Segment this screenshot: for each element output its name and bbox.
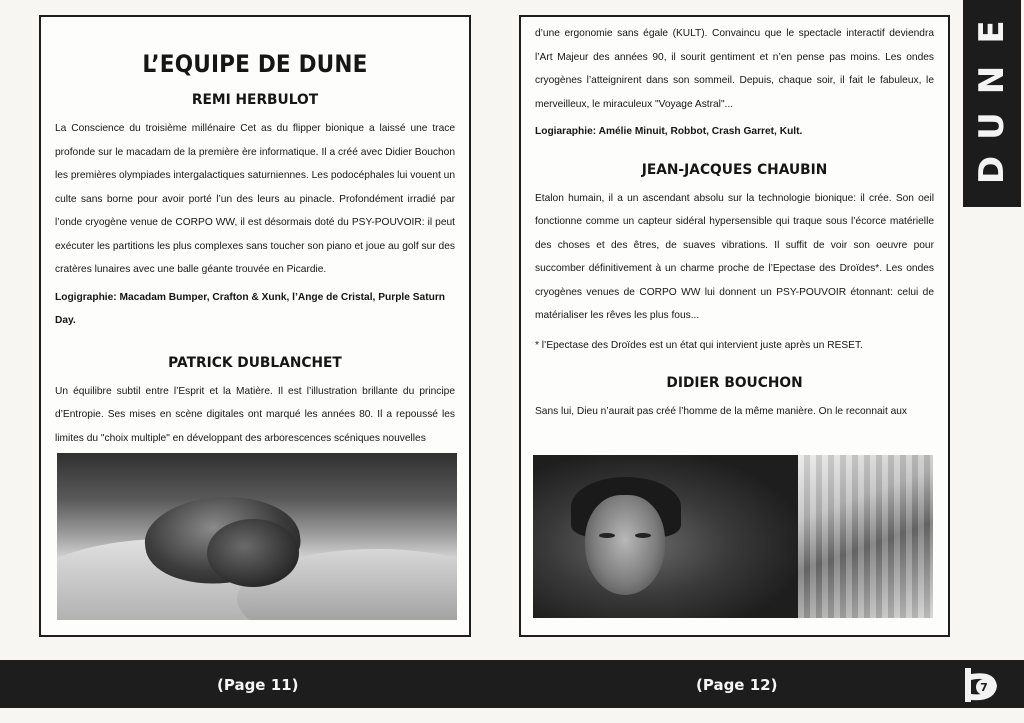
bio-continued-text: d’une ergonomie sans égale (KULT). Convaincu que le spectacle interactif deviendra l’Art Majeur des années 90, il sourit gentiment et n’en pense pas moins. Les ondes cryogènes l’atteignirent dans son sommeil. Depuis, chaque soir, il fait le fabuleux, le merveilleux, le miraculeux "Voyage Astral"... bbox=[535, 28, 934, 110]
tab-letter-d: D bbox=[972, 155, 1012, 185]
footer-bar bbox=[0, 660, 1024, 708]
heading-didier-bouchon: DIDIER BOUCHON bbox=[666, 375, 803, 391]
woman-portrait-illustration bbox=[533, 455, 933, 618]
footnote-epectase: * l’Epectase des Droïdes est un état qui intervient juste après un RESET. bbox=[535, 339, 863, 351]
bio-jean-jacques-chaubin: Etalon humain, il a un ascendant absolu sur la technologie bionique: il crée. Son oeil fonctionne comme un capteur sidéral hypersensible qui traque sous l’écorce matérielle des choses et des êtres, de suaves vibrations. Il suffit de voir son oeuvre pour succomber définitivement à un charme proche de l’Epectase des Droïdes*. Les ondes cryogènes venues de CORPO WW lui donnent un PSY-POUVOIR étonnant: celui de matérialiser les rêves les plus fous... bbox=[535, 192, 934, 321]
tab-letter-e: E bbox=[972, 20, 1012, 44]
page-number-left: (Page 11) bbox=[217, 676, 299, 694]
dune-side-tab bbox=[963, 0, 1021, 207]
tab-letter-n: N bbox=[972, 65, 1012, 95]
heading-jean-jacques-chaubin: JEAN-JACQUES CHAUBIN bbox=[641, 161, 828, 178]
biblio-continued: Logiaraphie: Amélie Minuit, Robbot, Crash Garret, Kult. bbox=[535, 126, 803, 137]
bio-patrick-dublanchet: Un équilibre subtil entre l’Esprit et la Matière. Il est l’illustration brillante du principe d’Entropie. Ses mises en scène digitales ont marqué les années 80. Il a repoussé les limites du "choix multiple" en développant des arborescences scéniques nouvelles bbox=[55, 385, 455, 444]
bio-remi-herbulot: La Conscience du troisième millénaire Cet as du flipper bionique a laissé une trace profonde sur le macadam de la première ère informatique. Il a créé avec Didier Bouchon les premières olympiades intergalactiques saturniennes. Les podocéphales lui vouent un culte sans borne pour avoir porté l’un des leurs au pinacle. Profondément irradié par l’onde cryogène venue de CORPO WW, il est désormais doté du PSY-POUVOIR: il peut exécuter les partitions les plus complexes sans toucher son piano et joue au golf sur des cratères lunaires avec une balle géante trouvée en Picardie. bbox=[55, 123, 455, 275]
page-number-right: (Page 12) bbox=[696, 676, 778, 694]
team-title: L’EQUIPE DE DUNE bbox=[142, 50, 368, 78]
bio-didier-bouchon: Sans lui, Dieu n’aurait pas créé l’homme de la même manière. On le reconnait aux bbox=[535, 406, 908, 417]
tab-letter-u: U bbox=[972, 112, 1012, 140]
publisher-logo-icon bbox=[965, 660, 1005, 708]
logo-number: 7 bbox=[980, 681, 988, 694]
heading-remi-herbulot: REMI HERBULOT bbox=[191, 92, 319, 108]
spaceship-dune-illustration bbox=[57, 453, 457, 620]
heading-patrick-dublanchet: PATRICK DUBLANCHET bbox=[168, 354, 342, 371]
biblio-remi-herbulot: Logigraphie: Macadam Bumper, Crafton & Xunk, l’Ange de Cristal, Purple Saturn Day. bbox=[55, 291, 446, 326]
